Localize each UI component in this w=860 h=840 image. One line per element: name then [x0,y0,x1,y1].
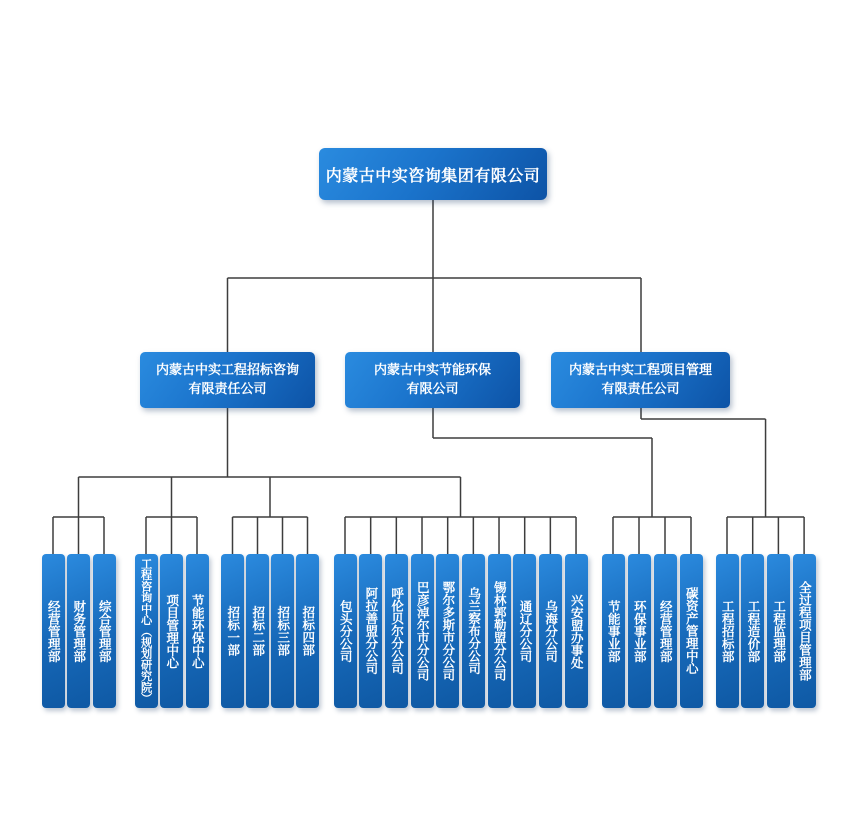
department-label: 包头分公司 [338,599,354,663]
department-box [186,554,209,708]
department-box [654,554,677,708]
department-box [296,554,319,708]
root-company-label: 内蒙古中实咨询集团有限公司 [325,165,541,185]
company-label-line2: 有限责任公司 [601,382,680,397]
department-box [411,554,434,708]
department-box [767,554,790,708]
department-box [93,554,116,708]
department-label: 兴安盟办事处 [569,593,585,669]
department-label: 通辽分公司 [517,599,533,663]
root-company-box [319,148,547,200]
department-box [271,554,294,708]
department-label: 碳资产管理中心 [684,587,700,675]
department-box [565,554,588,708]
department-label: 阿拉善盟分公司 [363,587,379,675]
department-box [539,554,562,708]
department-label: 经营管理部 [658,599,674,663]
department-box [741,554,764,708]
department-box [436,554,459,708]
department-box [513,554,536,708]
department-box [602,554,625,708]
company-label-line2: 有限公司 [406,382,459,397]
department-label: 项目管理中心 [164,593,180,669]
department-box [680,554,703,708]
department-label: 节能事业部 [606,599,622,663]
department-label: 环保事业部 [632,599,648,663]
department-box [359,554,382,708]
department-label: 鄂尔多斯市分公司 [440,581,456,681]
department-box [42,554,65,708]
department-box [67,554,90,708]
company-box-energy-environment [345,352,520,408]
department-label: 工程造价部 [745,599,761,663]
department-label: 工程招标部 [720,599,736,663]
department-label: 锡林郭勒盟分公司 [492,581,508,681]
department-label: 财务管理部 [71,599,87,663]
department-label: 经营管理部 [46,599,62,663]
department-box [221,554,244,708]
department-box [628,554,651,708]
department-box [334,554,357,708]
department-label: 工程监理部 [771,599,787,663]
company-label-line1: 内蒙古中实工程项目管理 [568,362,712,378]
department-box [488,554,511,708]
department-box [462,554,485,708]
company-label-line2: 有限责任公司 [188,382,267,397]
department-label: 乌海分公司 [543,599,559,663]
department-box [716,554,739,708]
company-box-project-management [551,352,730,408]
company-label-line1: 内蒙古中实节能环保 [373,362,491,378]
department-label: 工程咨询中心（规划研究院） [139,558,153,704]
department-box [160,554,183,708]
department-box [246,554,269,708]
department-label: 呼伦贝尔分公司 [389,587,405,675]
department-label: 节能环保中心 [190,593,206,669]
department-box [135,554,158,708]
department-label: 招标二部 [250,606,266,656]
company-label-line1: 内蒙古中实工程招标咨询 [155,362,299,378]
department-label: 巴彦淖尔市分公司 [415,581,431,681]
department-label: 综合管理部 [97,599,113,663]
department-box [385,554,408,708]
department-label: 招标一部 [225,606,241,656]
department-label: 乌兰察布分公司 [466,587,482,675]
department-box [793,554,816,708]
department-label: 全过程项目管理部 [797,581,813,681]
department-label: 招标三部 [275,606,291,656]
department-label: 招标四部 [300,606,316,656]
company-box-tender-consulting [140,352,315,408]
